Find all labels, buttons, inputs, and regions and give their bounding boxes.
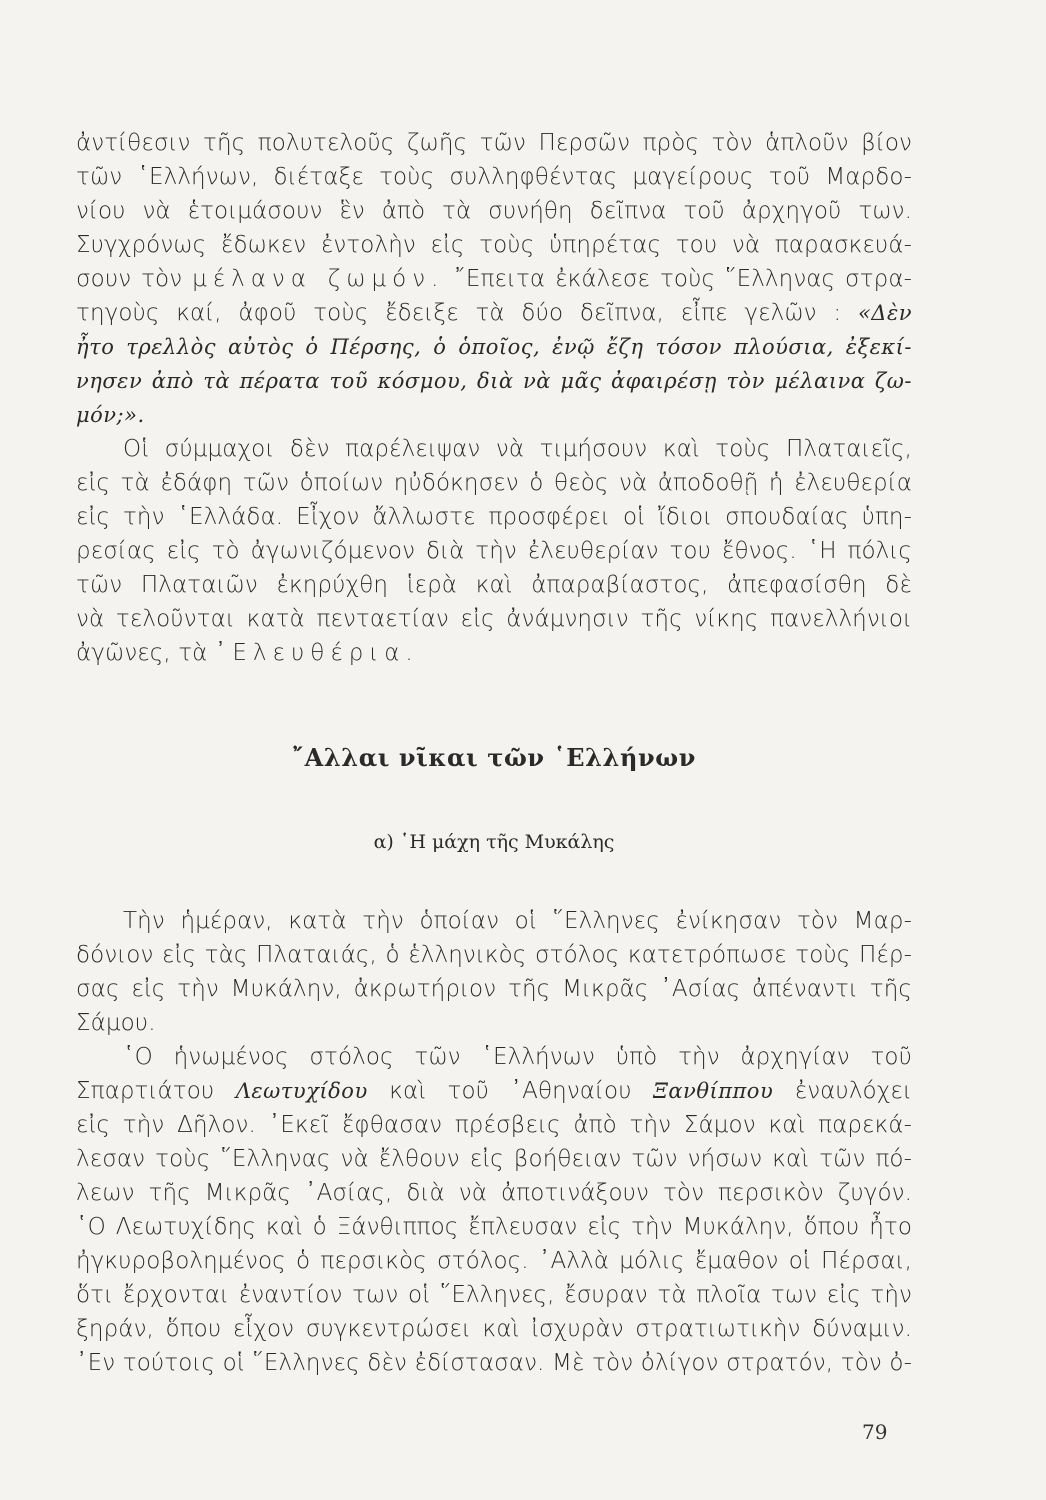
spaced-term: ᾿Ελευθέρια. <box>214 640 419 666</box>
text-line: τῶν ῾Ελλήνων, διέταξε τοὺς συλληφθέντας μαγείρους τοῦ Μαρδο- <box>76 164 912 190</box>
paragraph-plataeans <box>76 432 912 670</box>
text-line: ρεσίας εἰς τὸ ἀγωνιζόμενον διὰ τὴν ἐλευθερίαν του ἔθνος. ῾Η πόλις <box>76 538 912 564</box>
page-number: 79 <box>862 1420 888 1444</box>
text-line: λεων τῆς Μικρᾶς ᾿Ασίας, διὰ νὰ ἀποτινάξουν τὸν περσικὸν ζυγόν. <box>76 1180 912 1206</box>
text-line: δόνιον εἰς τὰς Πλαταιάς, ὁ ἑλληνικὸς στόλος κατετρόπωσε τοὺς Πέρ- <box>76 942 912 968</box>
text-fragment: Σπαρτιάτου <box>76 1078 215 1104</box>
text-line <box>76 1074 912 1108</box>
text-line: ἀντίθεσιν τῆς πολυτελοῦς ζωῆς τῶν Περσῶν πρὸς τὸν ἁπλοῦν βίον <box>76 130 912 156</box>
text-line: ξηράν, ὅπου εἶχον συγκεντρώσει καὶ ἰσχυρὰν στρατιωτικὴν δύναμιν. <box>76 1316 912 1342</box>
paragraph-continuation <box>76 126 912 432</box>
text-fragment: ἀγῶνες, τὰ <box>76 640 208 666</box>
text-fragment: καὶ τοῦ ᾿Αθηναίου <box>389 1078 632 1104</box>
text-fragment: τηγοὺς καί, ἀφοῦ τοὺς ἔδειξε τὰ δύο δεῖπνα, εἶπε γελῶν : <box>76 300 842 326</box>
subsection-heading: α) ῾Η μάχη τῆς Μυκάλης <box>373 831 615 853</box>
text-line: τῶν Πλαταιῶν ἐκηρύχθη ἱερὰ καὶ ἀπαραβίαστος, ἀπεφασίσθη δὲ <box>76 572 912 598</box>
text-line <box>76 296 912 330</box>
text-fragment: ἐναυλόχει <box>794 1078 912 1104</box>
text-line: ῾Ο Λεωτυχίδης καὶ ὁ Ξάνθιππος ἔπλευσαν εἰς τὴν Μυκάλην, ὅπου ἦτο <box>76 1214 912 1240</box>
text-line: Σάμου. <box>76 1010 156 1036</box>
quote-line: μόν;». <box>76 403 145 427</box>
text-line: ῾Ο ἡνωμένος στόλος τῶν ῾Ελλήνων ὑπὸ τὴν ἀρχηγίαν τοῦ <box>123 1044 912 1070</box>
quote-start: «Δὲν <box>857 301 912 325</box>
quote-line: νησεν ἀπὸ τὰ πέρατα τοῦ κόσμου, διὰ νὰ μᾶς ἀφαιρέσῃ τὸν μέλαινα ζω- <box>76 369 912 393</box>
text-line: εἰς τὰ ἐδάφη τῶν ὁποίων ηὐδόκησεν ὁ θεὸς νὰ ἀποδοθῇ ἡ ἐλευθερία <box>76 470 912 496</box>
section-heading: ῎Αλλαι νῖκαι τῶν ῾Ελλήνων <box>292 743 696 772</box>
text-line: σας εἰς τὴν Μυκάλην, ἀκρωτήριον τῆς Μικρᾶς ᾿Ασίας ἀπέναντι τῆς <box>76 976 912 1002</box>
text-line: εἰς τὴν Δῆλον. ᾿Εκεῖ ἔφθασαν πρέσβεις ἀπὸ τὴν Σάμον καὶ παρεκά- <box>76 1112 912 1138</box>
text-line: λεσαν τοὺς ῞Ελληνας νὰ ἔλθουν εἰς βοήθειαν τῶν νήσων καὶ τῶν πό- <box>76 1146 912 1172</box>
text-line: ὅτι ἔρχονται ἐναντίον των οἱ ῞Ελληνες, ἔσυραν τὰ πλοῖα των εἰς τὴν <box>76 1282 912 1308</box>
name-italic: Ξανθίππου <box>653 1079 774 1103</box>
text-line: νίου νὰ ἑτοιμάσουν ἓν ἀπὸ τὰ συνήθη δεῖπνα τοῦ ἀρχηγοῦ των. <box>76 198 912 224</box>
text-line <box>76 262 912 296</box>
text-fragment: σουν τὸν <box>76 266 183 292</box>
text-fragment: ῎Επειτα ἐκάλεσε τοὺς ῞Ελληνας στρα- <box>454 266 913 292</box>
text-line: Οἱ σύμμαχοι δὲν παρέλειψαν νὰ τιμήσουν καὶ τοὺς Πλαταιεῖς, <box>123 436 912 462</box>
text-line: εἰς τὴν ῾Ελλάδα. Εἶχον ἄλλωστε προσφέρει οἱ ἴδιοι σπουδαίας ὑπη- <box>76 504 912 530</box>
text-line: Τὴν ἡμέραν, κατὰ τὴν ὁποίαν οἱ ῞Ελληνες ἐνίκησαν τὸν Μαρ- <box>123 908 912 934</box>
paragraph-mycale-intro <box>76 904 912 1040</box>
spaced-term: μέλανα ζωμόν. <box>192 266 445 292</box>
text-line: ᾿Εν τούτοις οἱ ῞Ελληνες δὲν ἐδίστασαν. Μὲ τὸν ὀλίγον στρατόν, τὸν ὀ- <box>76 1350 912 1376</box>
text-line <box>76 636 912 670</box>
paragraph-mycale-fleet <box>76 1040 912 1380</box>
page-body <box>76 126 912 1380</box>
text-line: νὰ τελοῦνται κατὰ πενταετίαν εἰς ἀνάμνησιν τῆς νίκης πανελλήνιοι <box>76 606 912 632</box>
text-line: Συγχρόνως ἔδωκεν ἐντολὴν εἰς τοὺς ὑπηρέτας του νὰ παρασκευά- <box>76 232 912 258</box>
name-italic: Λεωτυχίδου <box>235 1079 368 1103</box>
text-line: ἠγκυροβολημένος ὁ περσικὸς στόλος. ᾿Αλλὰ μόλις ἔμαθον οἱ Πέρσαι, <box>76 1248 912 1274</box>
quote-line: ἦτο τρελλὸς αὐτὸς ὁ Πέρσης, ὁ ὁποῖος, ἐνῷ ἔζη τόσον πλούσια, ἐξεκί- <box>76 335 912 359</box>
